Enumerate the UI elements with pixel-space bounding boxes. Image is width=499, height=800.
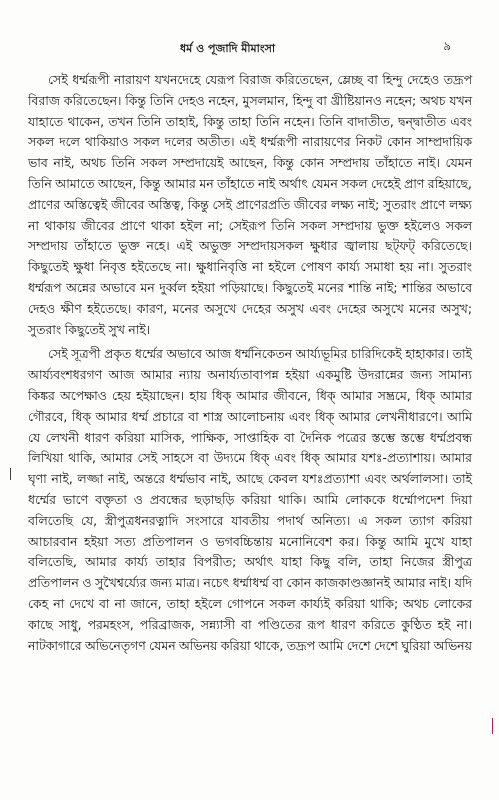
paragraph-2: সেই সূত্রপী প্রকৃত ধর্ম্মের অভাবে আজ ধর্ম্মনিকেতন আর্য্যভূমির চারিদিকেই হাহাকার। তাই আর্য্যবংশধরগণ আজ আমার ন্যায় অনার্য্যতাবাপন্ন হইয়া একমুষ্টি উদরান্নের জন্য সামান্য কিঙ্কর অপেক্ষাও হেয় হইয়াছেন। হায় ধিক্ আমার জীবনে, ধিক্ আমার সম্ভ্রমে, ধিক্ আমার গৌরবে, ধিক্ আমার ধর্ম্ম প্রচারে বা শাস্ত্র আলোচনায় এবং ধিক্ আমার লেখনীধারণে। আমি যে লেখনী ধারণ করিয়া মাসিক, পাক্ষিক, সাপ্তাহিক বা দৈনিক পত্রের স্তম্ভে স্তম্ভে ধর্ম্মপ্রবন্ধ লিখিয়া থাকি, আমার সেই সাহসে বা উদ্যমে ধিক্ এবং ধিক্ আমার যশঃ-প্রত্যাশায়। আমার ঘৃণা নাই, লজ্জা নাই, অন্তরে ধর্ম্মভাব নাই, আছে কেবল যশঃপ্রত্যাশা এবং অর্থলালসা। তাই ধর্ম্মের ভাণে বক্তৃতা ও প্রবন্ধের ছড়াছড়ি করিয়া থাকি। আমি লোককে ধর্ম্মোপদেশ দিয়া বলিতেছি যে, স্ত্রীপুত্রধনরত্নাদি সংসারে যাবতীয় পদার্থ অনিত্য। এ সকল ত্যাগ করিয়া আচারবান হইয়া সত্য প্রতিপালন ও ভগবচ্চিন্তায় মনোনিবেশ কর। কিন্তু আমি মুখে যাহা বলিতেছি, আমার কার্য্য তাহার বিপরীত; অর্থাৎ যাহা কিছু বলি, তাহা নিজের স্ত্রীপুত্র প্রতিপালন ও সুখৈশ্বর্য্যের জন্য মাত্র। নচেৎ ধর্ম্মাধর্ম্ম বা কোন কাজকাণ্ডজ্ঞানই আমার নাই। যদি কেহ না দেখে বা না জানে, তাহা হইলে গোপনে সকল কার্য্যই করিয়া থাকি; অথচ লোকের কাছে সাধু, পরমহংস, পরিব্রাজক, সন্ন্যাসী বা পণ্ডিতের রূপ ধারণ করিতে কুণ্ঠিত হই না। নাটকাগারে অভিনেতৃগণ যেমন অভিনয় করিয়া থাকে, তদ্রূপ আমি দেশে দেশে ঘুরিয়া অভিনয় — [28, 346, 472, 653]
margin-mark-right — [492, 718, 493, 734]
body-text — [28, 70, 472, 660]
margin-mark-left — [10, 468, 11, 480]
paragraph-1: সেই ধর্ম্মরূপী নারায়ণ যখনদেহে যেরূপ বিরাজ করিতেছেন, ম্লেচ্ছ বা হিন্দু দেহেও তদ্রূপ বিরাজ করিতেছেন। কিন্তু তিনি দেহও নহেন, মুসলমান, হিন্দু বা খ্রীষ্টিয়ানও নহেন; অথচ যখন যাহাতে থাকেন, তখন তিনি তাহাই, কিন্তু তাহা তিনি নহেন। তিনি বাদাতীত, দ্বন্দ্বাতীত এবং সকল দলে থাকিয়াও সকল দলের অতীত। এই ধর্ম্মরূপী নারায়ণের নিকট কোন সাম্প্রদায়িক ভাব নাই, অথচ তিনি সকল সম্প্রদায়েই আছেন, কিন্তু কোন সম্প্রদায় তাঁহাতে নাই। যেমন তিনি আমাতে আছেন, কিন্তু আমার মন তাঁহাতে নাই অর্থাৎ যেমন সকল দেহেই প্রাণ রহিয়াছে, প্রাণের অস্তিত্বেই জীবের অস্তিত্ব, কিন্তু সেই প্রাণেরপ্রতি জীবের লক্ষ্য নাই; সুতরাং প্রাণে লক্ষ্য না থাকায় জীবের প্রাণে থাকা হইল না; সেইরূপ তিনি সকল সম্প্রদায় ভুক্ত হইলেও সকল সম্প্রদায় তাঁহাতে ভুক্ত নহে। এই অভুক্ত সম্প্রদায়সকল ক্ষুধার জ্বালায় ছট্ফট্ করিতেছে। কিছুতেই ক্ষুধা নিবৃত্ত হইতেছে না। ক্ষুধানিবৃত্তি না হইলে পোষণ কার্য্য সমাধা হয় না। সুতরাং ধর্ম্মরূপ অন্নের অভাবে মন দুর্ব্বল হইয়া পড়িয়াছে। কিছুতেই মনের শান্তি নাই; শান্তির অভাবে দেহও ক্ষীণ হইতেছে। কারণ, মনের অসুখে দেহের অসুখ এবং দেহের অসুখে মনের অসুখ; সুতরাং কিছুতেই সুখ নাই। — [28, 72, 472, 337]
running-title: ধর্ম ও পূজাদি মীমাংসা — [180, 42, 276, 55]
page-number: ৯ — [443, 39, 451, 53]
page-header — [0, 40, 499, 58]
